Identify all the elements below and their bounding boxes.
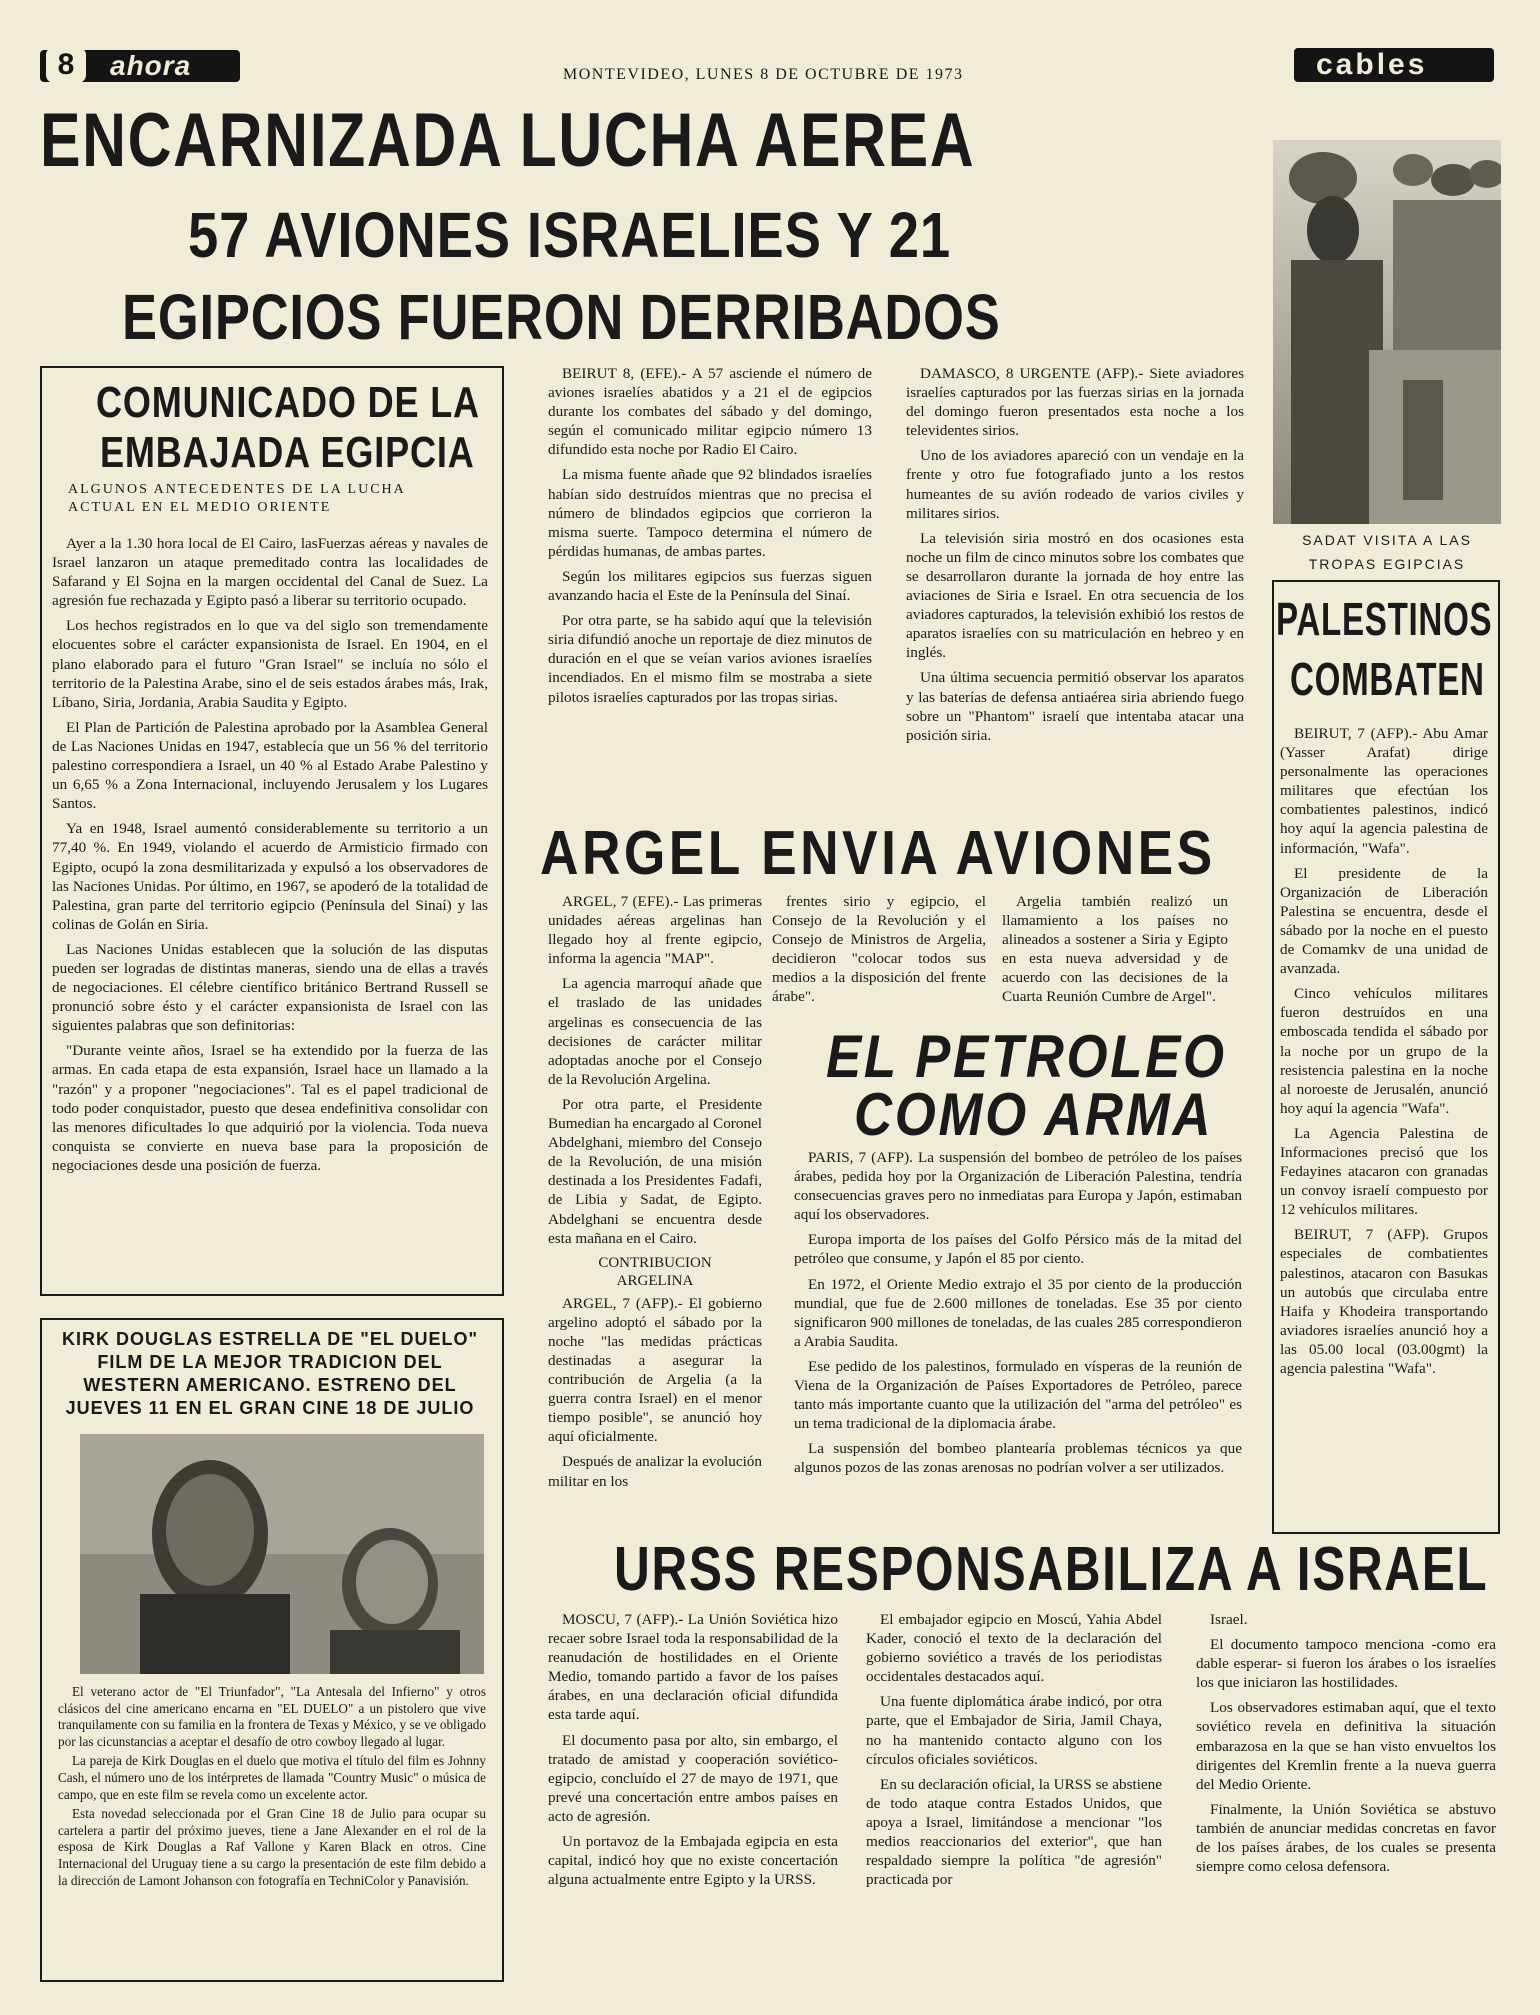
beirut-paragraph: La misma fuente añade que 92 blindados israelíes habían sido destruídos mientras que no precisa el número de blindados egipcios que corrieron la misma suerte. Tampoco determina el número de pérdidas humanas, de ambas partes. — [548, 466, 872, 560]
section-right-badge — [1294, 48, 1494, 82]
argel-sub-2: ARGELINA — [616, 1272, 694, 1289]
palestinos-paragraph: El presidente de la Organización de Liberación Palestina se encuentra, desde el sábado por la noche en el puesto de Comamkv de una unidad de avanzada. — [1280, 864, 1488, 978]
palestinos-paragraph: BEIRUT, 7 (AFP).- Abu Amar (Yasser Arafat) dirige personalmente las operaciones militares que efectúan los combatientes palestinos, indicó hoy aquí la agencia palestina de información, "Wafa". — [1280, 725, 1488, 857]
lead-subhead-1: 57 AVIONES ISRAELIES Y 21 — [188, 199, 952, 271]
petroleo-paragraph: Europa importa de los países del Golfo Pérsico más de la mitad del petróleo que consume, y Japón el 85 por ciento. — [794, 1231, 1242, 1268]
urss-paragraph: Un portavoz de la Embajada egipcia en esta capital, indicó hoy que no existe concertación alguna actualmente entre Egipto y la URSS. — [548, 1833, 838, 1889]
petroleo-paragraph: En 1972, el Oriente Medio extrajo el 35 por ciento de la producción mundial, que fue de 2.600 millones de toneladas. Ese 35 por ciento significaron 900 millones de toneladas, de las cuales 285 correspondieron a Arabia Saudita. — [794, 1275, 1242, 1350]
beirut-story — [548, 364, 872, 713]
argel-paragraph: ARGEL, 7 (EFE).- Las primeras unidades aéreas argelinas han llegado hoy al frente egipcio, informa la agencia "MAP". — [548, 893, 762, 968]
sadat-troops-photo-image — [1273, 140, 1501, 524]
page-number-badge — [40, 50, 240, 82]
kirk-title-line: JUEVES 11 EN EL GRAN CINE 18 DE JULIO — [65, 1398, 475, 1418]
argel-paragraph: Argelia también realizó un llamamiento a los países no alineados a sostener a Siria y Egipto en esta nueva adversidad y de acuerdo con las decisiones de la Cuarta Reunión Cumbre de Argel". — [1002, 893, 1228, 1006]
comunicado-title-1: COMUNICADO DE LA — [96, 378, 480, 427]
urss-paragraph: Israel. — [1210, 1611, 1248, 1628]
palestinos-title-2: COMBATEN — [1290, 653, 1485, 705]
petroleo-body — [794, 1148, 1242, 1484]
damasco-paragraph: La televisión siria mostró en dos ocasiones esta noche un film de cinco minutos sobre los combates que se desarrollaron durante la jornada de hoy entre las aviaciones de Siria e Israel. En otra secuencia de los aviadores capturados, la televisión exhibió los restos de aparatos israelíes con su matriculación en hebreo y en inglés. — [906, 529, 1244, 662]
beirut-paragraph: BEIRUT 8, (EFE).- A 57 asciende el número de aviones israelíes abatidos y a 21 el de egipcios durante los combates del sábado y del domingo, según el comunicado militar egipcio número 13 difundido esta noche por Radio El Cairo. — [548, 365, 872, 459]
beirut-paragraph: Según los militares egipcios sus fuerzas siguen avanzando hacia el Este de la Península del Sinaí. — [548, 567, 872, 605]
comunicado-kicker-1: ALGUNOS ANTECEDENTES DE LA LUCHA — [68, 482, 406, 497]
kirk-title — [48, 1328, 492, 1420]
petroleo-paragraph: PARIS, 7 (AFP). La suspensión del bombeo de petróleo de los países árabes, pedida hoy por la Organización de Liberación Palestina, tendría consecuencias graves pero no inmediatas para Europa y Japón, estimaban aquí los observadores. — [794, 1149, 1242, 1224]
argel-paragraph: Por otra parte, el Presidente Bumedian ha encargado al Coronel Abdelghani, miembro del Consejo de la Revolución, de una misión destinada a los Presidentes Fadafi, de Libia y Sadat, de Egipto. Abdelghani se encuentra desde esta mañana en el Cairo. — [548, 1095, 762, 1247]
urss-paragraph: El embajador egipcio en Moscú, Yahia Abdel Kader, conoció el texto de la declaración del gobierno soviético a través de los periodistas occidentales destacados aquí. — [866, 1611, 1162, 1686]
film-still-photo — [80, 1434, 484, 1674]
comunicado-paragraph: Los hechos registrados en lo que va del siglo son tremendamente elocuentes sobre el carácter expansionista de Israel. En 1904, en el plano elaborado para el futuro "Gran Israel" se incluía no sólo el territorio de la Palestina Arabe, sino el de seis estados árabes más, Irak, Líbano, Siria, Jordania, Arabia Saudita y Egipto. — [52, 617, 488, 711]
urss-paragraph: Una fuente diplomática árabe indicó, por otra parte, que el Embajador de Siria, Jamil Chaya, no ha mantenido contacto alguno con los círculos oficiales soviéticos. — [866, 1693, 1162, 1768]
argel-paragraph: Después de analizar la evolución militar en los — [548, 1453, 762, 1490]
urss-paragraph: El documento tampoco menciona -como era dable esperar- si fueron los árabes o los israelíes los que iniciaron las hostilidades. — [1196, 1636, 1496, 1692]
palestinos-paragraph: BEIRUT, 7 (AFP). Grupos especiales de combatientes palestinos, atacaron con Basukas un autobús que circulaba entre Haifa y Khodeira transportando aviadores israelíes anunció hoy a las 05.00 local (03.00gmt) la agencia palestina "Wafa". — [1280, 1226, 1488, 1377]
comunicado-body — [52, 534, 488, 1181]
palestinos-title-1: PALESTINOS — [1276, 593, 1493, 645]
comunicado-paragraph: El Plan de Partición de Palestina aprobado por la Asamblea General de Las Naciones Unidas en 1947, establecía que un 56 % del territorio palestino correspondiera a Israel, un 40 % al Estado Arabe Palestino y un 6,65 % a Zona Internacional, incluyendo Jerusalem y los Lugares Santos. — [52, 718, 488, 813]
section-left: ahora — [110, 50, 192, 81]
comunicado-title-2: EMBAJADA EGIPCIA — [100, 428, 475, 477]
sadat-troops-photo — [1273, 140, 1501, 524]
palestinos-paragraph: Cinco vehículos militares fueron destruídos en una emboscada tendida el sábado por la noche por un grupo de la resistencia palestina en la noche al noroeste de Jerusalén, anunció hoy aquí la agencia "Wafa". — [1280, 985, 1488, 1117]
petroleo-title-2: COMO ARMA — [854, 1081, 1214, 1148]
argel-col-1 — [548, 892, 762, 1497]
argel-paragraph: La agencia marroquí añade que el traslado de las unidades argelinas es consecuencia de las decisiones de carácter militar adoptadas anoche por el Consejo de la Revolución Argelina. — [548, 975, 762, 1088]
beirut-paragraph: Por otra parte, se ha sabido aquí que la televisión siria difundió anoche un reportaje de diez minutos de duración en el que se veían varios aviones israelíes incendiados. En el mismo film se mostraba a siete pilotos israelíes capturados por las tropas sirias. — [548, 612, 872, 706]
damasco-story — [906, 364, 1244, 751]
film-still-image — [80, 1434, 484, 1674]
kirk-body — [58, 1684, 486, 1892]
section-right: cables — [1316, 48, 1428, 81]
argel-headline: ARGEL ENVIA AVIONES — [540, 819, 1216, 888]
kirk-paragraph: La pareja de Kirk Douglas en el duelo que motiva el título del film es Johnny Cash, el número uno de los intérpretes de llamada "Country Music" o música de campo, que en este film se revela como un excelente actor. — [58, 1753, 486, 1802]
argel-sub-1: CONTRIBUCION — [598, 1254, 712, 1271]
dateline: MONTEVIDEO, LUNES 8 DE OCTUBRE DE 1973 — [563, 66, 964, 83]
kirk-paragraph: Esta novedad seleccionada por el Gran Cine 18 de Julio para ocupar su cartelera a partir del próximo jueves, tiene a Jane Alexander en el rol de la esposa de Kirk Douglas a Raf Vallone y Karen Black en otros. Cine Internacional del Uruguay tiene a su cargo la presentación de este film debido a la dirección de Lamont Johanson con fotografía en TechniColor y Panavisión. — [58, 1806, 486, 1888]
sadat-caption-2: TROPAS EGIPCIAS — [1308, 556, 1466, 572]
urss-col-3 — [1196, 1610, 1496, 1882]
urss-paragraph: Finalmente, la Unión Soviética se abstuvo también de anunciar medidas concretas en favor de los países árabes, de los cuales se presenta siempre como celosa defensora. — [1196, 1800, 1496, 1876]
kirk-title-line: FILM DE LA MEJOR TRADICION DEL — [97, 1352, 443, 1372]
page-number: 8 — [46, 47, 86, 83]
petroleo-title-1: EL PETROLEO — [826, 1023, 1227, 1090]
urss-paragraph: Los observadores estimaban aquí, que el texto soviético revela en definitiva la situación embarazosa en la que se han visto envueltos los dirigentes del Kremlin frente a la nueva guerra del Medio Oriente. — [1196, 1699, 1496, 1793]
urss-paragraph: MOSCU, 7 (AFP).- La Unión Soviética hizo recaer sobre Israel toda la responsabilidad de la reanudación de hostilidades en el Oriente Medio, tomando partido a favor de los países árabes, en una declaración oficial difundida esta tarde aquí. — [548, 1611, 838, 1724]
kirk-title-line: WESTERN AMERICANO. ESTRENO DEL — [83, 1375, 457, 1395]
argel-col-2 — [772, 892, 986, 1013]
damasco-paragraph: Uno de los aviadores apareció con un vendaje en la frente y otro fue fotografiado junto a los restos humeantes de su avión rodeado de varios civiles y militares sirios. — [906, 447, 1244, 522]
petroleo-paragraph: Ese pedido de los palestinos, formulado en vísperas de la reunión de Viena de la Organización de Países Exportadores de Petróleo, parece tanto más importante cuanto que la utilización del "arma del petróleo" es un tema tradicional de la diplomacia árabe. — [794, 1357, 1242, 1433]
kirk-title-line: KIRK DOUGLAS ESTRELLA DE "EL DUELO" — [61, 1329, 479, 1349]
comunicado-paragraph: Ya en 1948, Israel aumentó considerablemente su territorio a un 77,40 %. En 1949, violando el acuerdo de Armisticio firmado con Egipto, ocupó la zona desmilitarizada y expulsó a los observadores de las Naciones Unidas. Por último, en 1967, se apoderó de la totalidad de Palestina, gran parte del territorio egipcio (Península del Sinaí) y las colinas de Golán en Siria. — [52, 820, 488, 933]
argel-paragraph: frentes sirio y egipcio, el Consejo de la Revolución y el Consejo de Ministros de Argelia, decidieron "colocar todos sus medios a la disposición del frente árabe". — [772, 893, 986, 1006]
urss-paragraph: En su declaración oficial, la URSS se abstiene de todo ataque contra Estados Unidos, que apoya a Israel, limitándose a mencionar "los medios reaccionarios del exterior", que han respaldado siempre la política "de agresión" practicada por — [866, 1775, 1162, 1889]
damasco-paragraph: Una última secuencia permitió observar los aparatos y las baterías de defensa antiaérea siria abriendo fuego sobre un "Phantom" israelí que intentaba atacar una posición siria. — [906, 669, 1244, 744]
comunicado-kicker-2: ACTUAL EN EL MEDIO ORIENTE — [68, 500, 332, 515]
argel-col-3 — [1002, 892, 1228, 1013]
damasco-paragraph: DAMASCO, 8 URGENTE (AFP).- Siete aviadores israelíes capturados por las fuerzas sirias en la jornada del domingo fueron presentados esta noche a los televidentes sirios. — [906, 365, 1244, 440]
comunicado-paragraph: Las Naciones Unidas establecen que la solución de las disputas pueden ser logradas de distintas maneras, siendo una de ellas a través de negociaciones. El célebre científico británico Bertrand Russell se pronunció sobre ésto y el carácter expansionista de Israel con las siguientes palabras que son definitorias: — [52, 940, 488, 1035]
urss-col-1 — [548, 1610, 838, 1895]
urss-paragraph: El documento pasa por alto, sin embargo, el tratado de amistad y cooperación soviético-egipcio, concluído el 27 de mayo de 1971, que prevé una concertación entre ambos países en acto de agresión. — [548, 1731, 838, 1825]
palestinos-paragraph: La Agencia Palestina de Informaciones precisó que los Fedayines atacaron con granadas un convoy israelí compuesto por 12 vehículos militares. — [1280, 1124, 1488, 1219]
sadat-caption-1: SADAT VISITA A LAS — [1302, 532, 1472, 548]
palestinos-body — [1280, 724, 1488, 1384]
argel-paragraph: ARGEL, 7 (AFP).- El gobierno argelino adoptó el sábado por la noche "las medidas prácticas destinadas a asegurar la contribución de Argelia (a la guerra contra Israel) en el menor tiempo posible", se anunció hoy aquí oficialmente. — [548, 1294, 762, 1446]
petroleo-paragraph: La suspensión del bombeo plantearía problemas técnicos ya que algunos pozos de las zonas arenosas no podrían volver a ser utilizados. — [794, 1440, 1242, 1477]
lead-headline: ENCARNIZADA LUCHA AEREA — [40, 98, 976, 183]
comunicado-paragraph: Ayer a la 1.30 hora local de El Cairo, lasFuerzas aéreas y navales de Israel lanzaron un ataque premeditado contra las localidades de Safarand y El Sojna en la margen occidental del Canal de Suez. La agresión fue rechazada y Egipto pasó a liberar su territorio ocupado. — [52, 535, 488, 610]
urss-headline: URSS RESPONSABILIZA A ISRAEL — [614, 1535, 1489, 1604]
lead-subhead-2: EGIPCIOS FUERON DERRIBADOS — [122, 281, 1001, 353]
comunicado-paragraph: "Durante veinte años, Israel se ha extendido por la fuerza de las armas. En cada etapa de esta expansión, Israel hace un llamado a la "razón" y a proponer "negociaciones". Tal es el papel tradicional de todo poder conquistador, puesto que desea endefinitiva consolidar con las menores dificultades lo que adquirió por la violencia. Toda nueva conquista se convierte en nueva base para la proposición de negociaciones desde una posición de fuerza. — [52, 1042, 488, 1174]
kirk-paragraph: El veterano actor de "El Triunfador", "La Antesala del Infierno" y otros clásicos del cine americano encarna en "EL DUELO" a un pistolero que vive tranquilamente con su familia en la frontera de Texas y México, y se ve obligado por las cicunstancias a aceptar el desafío de otro cowboy llegado al lugar. — [58, 1684, 486, 1749]
urss-col-2 — [866, 1610, 1162, 1895]
